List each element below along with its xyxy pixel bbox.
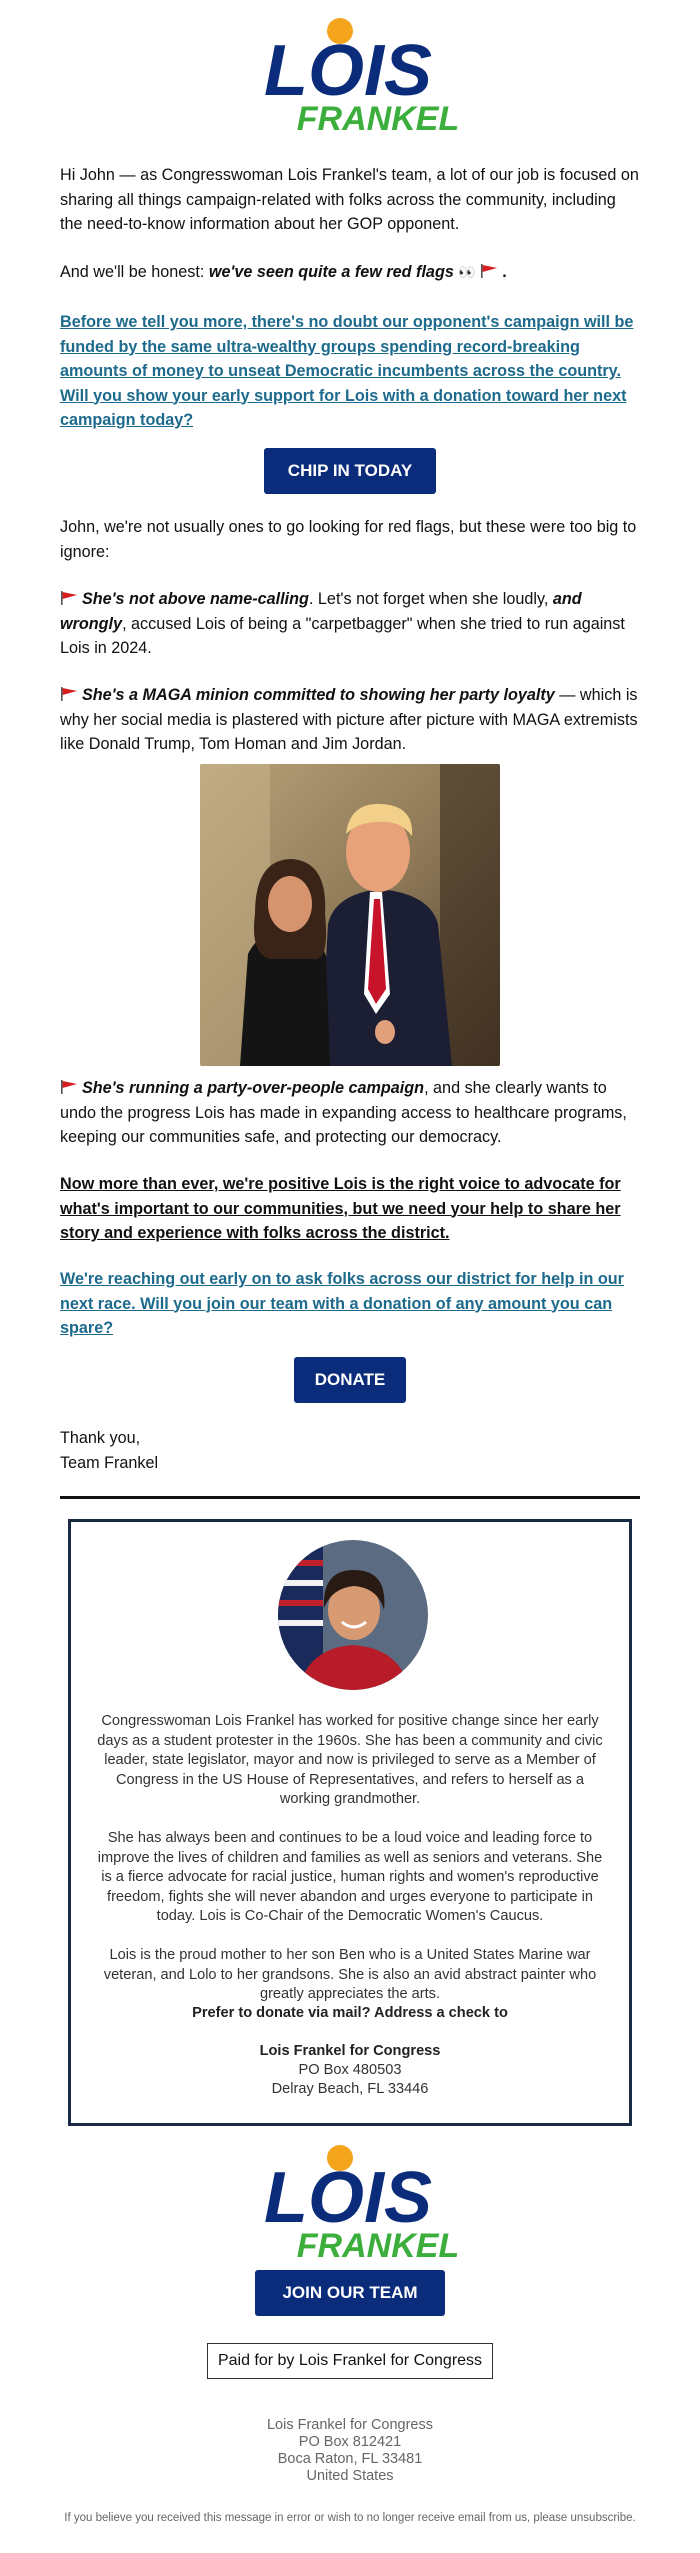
cta-link-section	[60, 310, 640, 433]
flag-3-paragraph: She's running a party-over-people campaign, and she clearly wants to undo the progress Lois has made in expanding access to healthcare programs, keeping our communities safe, and protecting our democracy.	[60, 1079, 627, 1146]
bio-box	[68, 1519, 632, 2126]
mail-name: Lois Frankel for Congress	[259, 2043, 441, 2059]
honest-paragraph: And we'll be honest: we've seen quite a few red flags 👀 .	[60, 263, 507, 281]
now-more-paragraph: Now more than ever, we're positive Lois is the right voice to advocate for what's important to our communities, but we need your help to share her story and experience with folks across the district.	[60, 1175, 621, 1242]
reach-link-section	[60, 1267, 640, 1341]
flag-3-emphasis: She's running a party-over-people campaign	[82, 1079, 425, 1097]
lois-frankel-logo-footer	[230, 2137, 470, 2267]
logo-last-name: FRANKEL	[296, 2227, 460, 2265]
red-flag-icon	[60, 687, 78, 701]
portrait-illustration	[278, 1540, 428, 1690]
flags-intro-paragraph: John, we're not usually ones to go looking for red flags, but these were too big to ignore:	[60, 518, 637, 561]
flag-1-section	[60, 587, 640, 661]
lois-frankel-portrait	[278, 1540, 428, 1690]
join-donation-link[interactable]: We're reaching out early on to ask folks across our district for help in our next race. Will you join our team with a donation of any amount you can spare?	[60, 1270, 624, 1337]
paid-for-disclaimer: Paid for by Lois Frankel for Congress	[207, 2343, 493, 2379]
early-support-link[interactable]: Before we tell you more, there's no doubt our opponent's campaign will be funded by the same ultra-wealthy groups spending record-breaking amounts of money to unseat Democratic incumbents across the country. Will you show your early support for Lois with a donation toward her next campaign today?	[60, 313, 634, 429]
honest-section	[60, 260, 640, 285]
flag-1-paragraph: She's not above name-calling. Let's not forget when she loudly, and wrongly, accused Lois of being a "carpetbagger" when she tried to run against Lois in 2024.	[60, 590, 625, 657]
logo-first-name: LOIS	[263, 2158, 433, 2238]
photo-illustration	[200, 764, 500, 1066]
flag-2-emphasis: She's a MAGA minion committed to showing her party loyalty	[82, 686, 555, 704]
footer-org-name: Lois Frankel for Congress	[266, 2417, 433, 2433]
logo-mark-icon	[230, 10, 470, 140]
mail-heading: Prefer to donate via mail? Address a check to	[192, 2005, 508, 2021]
mail-line-1: PO Box 480503	[298, 2062, 402, 2078]
flags-intro-section	[60, 515, 640, 564]
footer-country: United States	[306, 2468, 394, 2484]
bio-paragraph-2: She has always been and continues to be a loud voice and leading force to improve the lives of children and families as well as seniors and veterans. She is a fierce advocate for racial justice, human rights and women's reproductive freedom, fights she will never abandon and urges everyone to participate in today. Lois is Co-Chair of the Democratic Women's Caucus.	[97, 1830, 603, 1924]
flag-3-section	[60, 1076, 640, 1150]
signoff-section	[60, 1426, 640, 1475]
lois-frankel-logo	[230, 10, 470, 140]
footer-line-2: Boca Raton, FL 33481	[277, 2451, 423, 2467]
section-divider	[60, 1496, 640, 1499]
intro-section	[60, 163, 640, 237]
now-more-section	[60, 1172, 640, 1246]
unsubscribe-notice[interactable]: If you believe you received this message in error or wish to no longer receive email from us, please unsubscribe.	[64, 2512, 636, 2524]
opponent-with-trump-photo	[200, 764, 500, 1066]
honest-emphasis: we've seen quite a few red flags	[208, 263, 454, 281]
flag-1-emphasis: She's not above name-calling	[82, 590, 309, 608]
red-flag-icon	[480, 264, 498, 278]
flag-2-section	[60, 683, 640, 757]
flag-2-paragraph: She's a MAGA minion committed to showing her party loyalty — which is why her social media is plastered with picture after picture with MAGA extremists like Donald Trump, Tom Homan and Jim Jordan.	[60, 686, 638, 753]
red-flag-icon	[60, 1080, 78, 1094]
logo-last-name: FRANKEL	[296, 100, 460, 138]
footer-line-1: PO Box 812421	[298, 2434, 402, 2450]
donate-button[interactable]: DONATE	[294, 1357, 406, 1403]
signoff-thanks: Thank you,	[60, 1429, 141, 1447]
logo-first-name: LOIS	[263, 31, 433, 111]
eyes-icon: 👀	[458, 264, 476, 280]
join-our-team-button[interactable]: JOIN OUR TEAM	[255, 2270, 445, 2316]
logo-mark-icon	[230, 2137, 470, 2267]
mail-line-2: Delray Beach, FL 33446	[271, 2081, 429, 2097]
bio-paragraph-1: Congresswoman Lois Frankel has worked for positive change since her early days as a student protester in the 1960s. She has been a community and civic leader, state legislator, mayor and now is privileged to serve as a Member of Congress in the US House of Representatives, and refers to herself as a working grandmother.	[97, 1713, 603, 1807]
signoff-team: Team Frankel	[60, 1453, 159, 1472]
red-flag-icon	[60, 591, 78, 605]
greeting-paragraph: Hi John — as Congresswoman Lois Frankel's team, a lot of our job is focused on sharing all things campaign-related with folks across the community, including the need-to-know information about her GOP opponent.	[60, 166, 639, 233]
bio-paragraph-3: Lois is the proud mother to her son Ben who is a United States Marine war veteran, and Lolo to her grandsons. She is also an avid abstract painter who greatly appreciates the arts.	[103, 1947, 597, 2002]
chip-in-button[interactable]: CHIP IN TODAY	[264, 448, 436, 494]
